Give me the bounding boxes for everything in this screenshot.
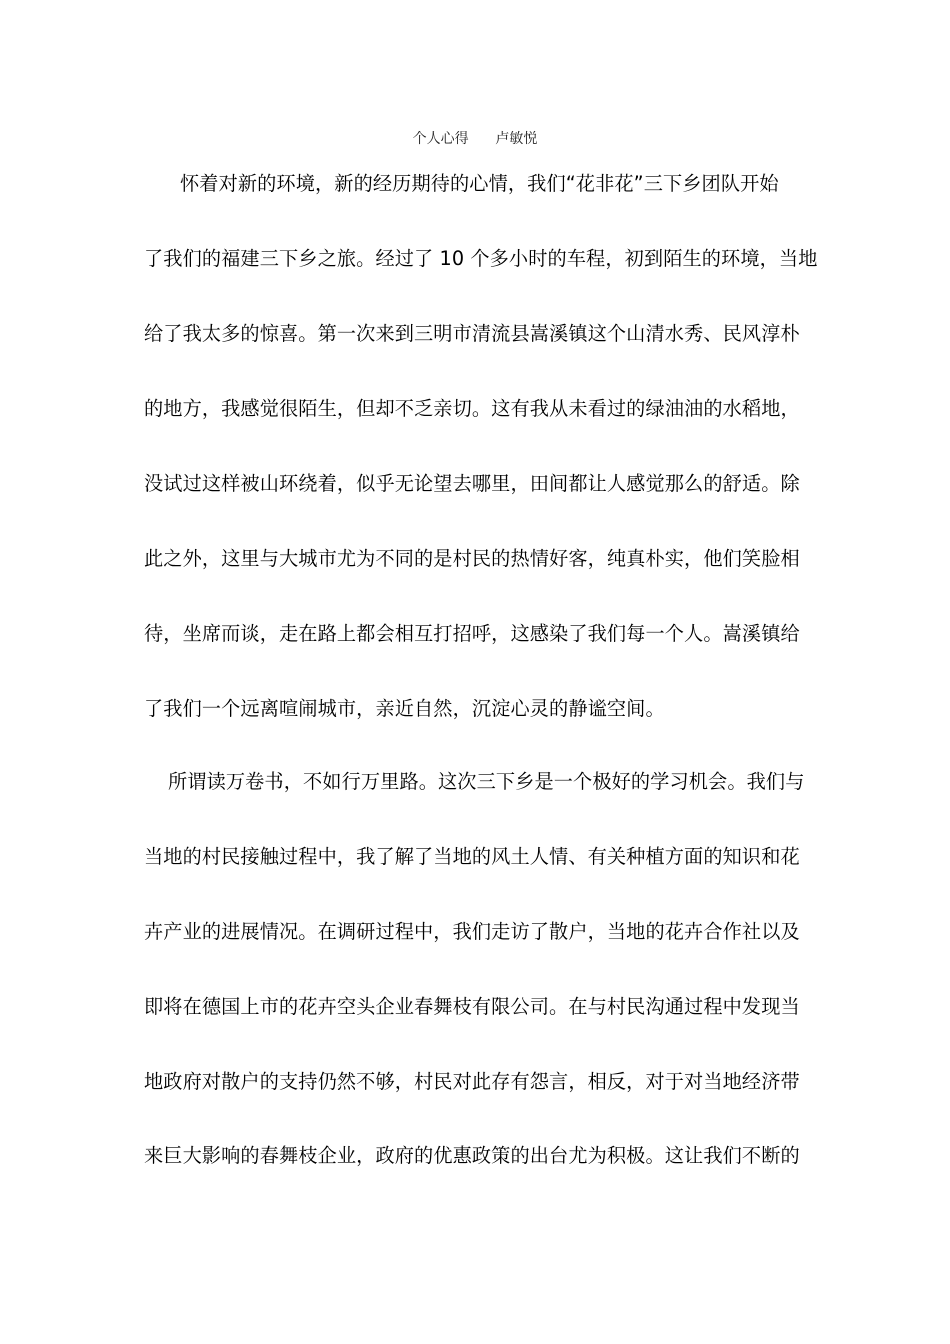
paragraph-1-line-2: 了我们的福建三下乡之旅。经过了 10 个多小时的车程，初到陌生的环境，当地 xyxy=(144,247,818,270)
paragraph-1-line-7: 待，坐席而谈，走在路上都会相互打招呼，这感染了我们每一个人。嵩溪镇给 xyxy=(144,622,800,645)
paragraph-1-line-4: 的地方，我感觉很陌生，但却不乏亲切。这有我从未看过的绿油油的水稻地， xyxy=(144,397,800,420)
paragraph-1-line-5: 没试过这样被山环绕着，似乎无论望去哪里，田间都让人感觉那么的舒适。除 xyxy=(144,472,800,495)
document-title: 个人心得 卢敏悦 xyxy=(412,131,538,147)
paragraph-1-line-1: 怀着对新的环境，新的经历期待的心情，我们“花非花”三下乡团队开始 xyxy=(180,172,779,195)
paragraph-2-line-3: 卉产业的进展情况。在调研过程中，我们走访了散户，当地的花卉合作社以及 xyxy=(144,920,800,943)
paragraph-1-line-8: 了我们一个远离喧闹城市，亲近自然，沉淀心灵的静谧空间。 xyxy=(144,697,665,720)
paragraph-1-line-6: 此之外，这里与大城市尤为不同的是村民的热情好客，纯真朴实，他们笑脸相 xyxy=(144,547,800,570)
paragraph-2-line-2: 当地的村民接触过程中，我了解了当地的风土人情、有关种植方面的知识和花 xyxy=(144,845,800,868)
paragraph-1-line-3: 给了我太多的惊喜。第一次来到三明市清流县嵩溪镇这个山清水秀、民风淳朴 xyxy=(144,322,800,345)
paragraph-2-line-6: 来巨大影响的春舞枝企业，政府的优惠政策的出台尤为积极。这让我们不断的 xyxy=(144,1144,800,1167)
paragraph-2-line-5: 地政府对散户的支持仍然不够，村民对此存有怨言，相反，对于对当地经济带 xyxy=(144,1070,800,1093)
paragraph-2-line-1: 所谓读万卷书，不如行万里路。这次三下乡是一个极好的学习机会。我们与 xyxy=(168,770,805,793)
paragraph-2-line-4: 即将在德国上市的花卉空头企业春舞枝有限公司。在与村民沟通过程中发现当 xyxy=(144,995,800,1018)
